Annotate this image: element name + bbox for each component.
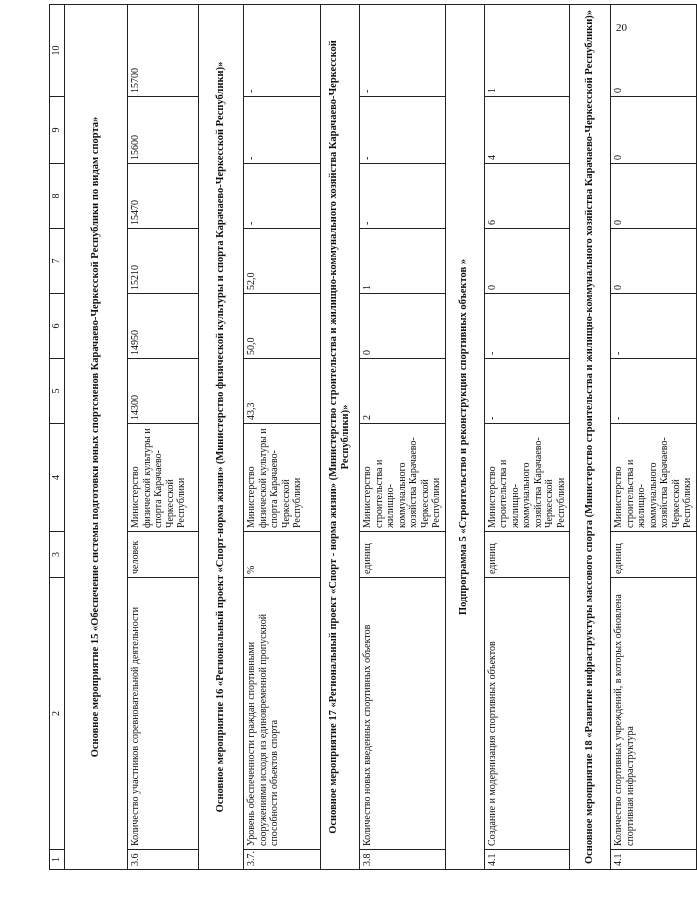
section-row <box>445 5 484 870</box>
value-cell: 15210 <box>128 229 199 294</box>
unit: % <box>244 532 321 578</box>
unit: человек <box>128 532 199 578</box>
indicator-name: Количество спортивных учреждений, в которых обновлена спортивная инфраструктура <box>611 578 697 850</box>
value-cell: 14950 <box>128 294 199 359</box>
value-cell: 0 <box>484 229 570 294</box>
row-number: 3.7. <box>244 850 321 870</box>
header-cell: 6 <box>50 294 65 359</box>
value-cell: - <box>244 164 321 229</box>
row-number: 3.8 <box>360 850 446 870</box>
section-row <box>199 5 244 870</box>
value-cell: 2 <box>360 359 446 424</box>
value-cell: 50,0 <box>244 294 321 359</box>
section-title: Основное мероприятие 16 «Региональный проект «Спорт-норма жизни» (Министерство физической культуры и спорта Карачаево-Черкесской Республики)» <box>199 5 244 870</box>
header-cell: 4 <box>50 424 65 532</box>
value-cell: 14300 <box>128 359 199 424</box>
row-number: 4.1 <box>611 850 697 870</box>
table-row <box>244 5 321 870</box>
table-row <box>484 5 570 870</box>
value-cell: - <box>611 359 697 424</box>
value-cell: 15470 <box>128 164 199 229</box>
executor: Министерство строительства и жилищно-коммунального хозяйства Карачаево-Черкесской Республики <box>611 424 697 532</box>
value-cell: 0 <box>611 164 697 229</box>
row-number: 4.1 <box>484 850 570 870</box>
value-cell: 0 <box>611 97 697 164</box>
value-cell: - <box>484 294 570 359</box>
value-cell: - <box>244 97 321 164</box>
header-cell: 1 <box>50 850 65 870</box>
value-cell: - <box>484 359 570 424</box>
value-cell: 15700 <box>128 5 199 97</box>
value-cell: 43,3 <box>244 359 321 424</box>
header-cell: 5 <box>50 359 65 424</box>
value-cell: 1 <box>360 229 446 294</box>
section-title: Основное мероприятие 17 «Региональный проект «Спорт - норма жизни» (Министерство строительства и жилищно-коммунального хозяйства Карачаево-Черкесской Республики)» <box>321 5 360 870</box>
header-cell: 8 <box>50 164 65 229</box>
executor: Министерство строительства и жилищно-коммунального хозяйства Карачаево-Черкесской Республики <box>360 424 446 532</box>
value-cell: 4 <box>484 97 570 164</box>
indicator-name: Создание и модернизация спортивных объектов <box>484 578 570 850</box>
section-title: Подпрограмма 5 «Строительство и реконструкция спортивных объектов » <box>445 5 484 870</box>
indicators-table <box>49 4 697 870</box>
row-number: 3.6 <box>128 850 199 870</box>
unit: единиц <box>484 532 570 578</box>
indicator-name: Количество участников соревновательной деятельности <box>128 578 199 850</box>
unit: единиц <box>611 532 697 578</box>
value-cell: - <box>360 97 446 164</box>
value-cell: - <box>611 294 697 359</box>
value-cell: - <box>360 5 446 97</box>
value-cell: 0 <box>611 229 697 294</box>
indicator-name: Количество новых введенных спортивных объектов <box>360 578 446 850</box>
section-title: Основное мероприятие 15 «Обеспечение системы подготовки юных спортсменов Карачаево-Черкесской Республики по видам спорта» <box>65 5 128 870</box>
section-row <box>321 5 360 870</box>
value-cell: 0 <box>611 5 697 97</box>
header-cell: 9 <box>50 97 65 164</box>
value-cell: 1 <box>484 5 570 97</box>
value-cell: 15600 <box>128 97 199 164</box>
header-cell: 2 <box>50 578 65 850</box>
indicator-name: Уровень обеспеченности граждан спортивными сооружениями исходя из единовременной пропускной способности объектов спорта <box>244 578 321 850</box>
value-cell: - <box>244 5 321 97</box>
section-row <box>570 5 611 870</box>
header-row <box>50 5 65 870</box>
table-row <box>611 5 697 870</box>
executor: Министерство физической культуры и спорта Карачаево-Черкесской Республики <box>244 424 321 532</box>
section-row <box>65 5 128 870</box>
page-number: 20 <box>616 22 627 34</box>
header-cell: 3 <box>50 532 65 578</box>
executor: Министерство строительства и жилищно-коммунального хозяйства Карачаево-Черкесской Республики <box>484 424 570 532</box>
section-title: Основное мероприятие 18 «Развитие инфраструктуры массового спорта (Министерство строительства и жилищно-коммунального хозяйства Карачаево-Черкесской Республики)» <box>570 5 611 870</box>
value-cell: - <box>360 164 446 229</box>
unit: единиц <box>360 532 446 578</box>
table-row <box>360 5 446 870</box>
header-cell: 10 <box>50 5 65 97</box>
value-cell: 0 <box>360 294 446 359</box>
value-cell: 52,0 <box>244 229 321 294</box>
table-row <box>128 5 199 870</box>
rotated-table-sheet <box>49 5 693 870</box>
header-cell: 7 <box>50 229 65 294</box>
executor: Министерство физической культуры и спорта Карачаево-Черкесской Республики <box>128 424 199 532</box>
value-cell: 6 <box>484 164 570 229</box>
